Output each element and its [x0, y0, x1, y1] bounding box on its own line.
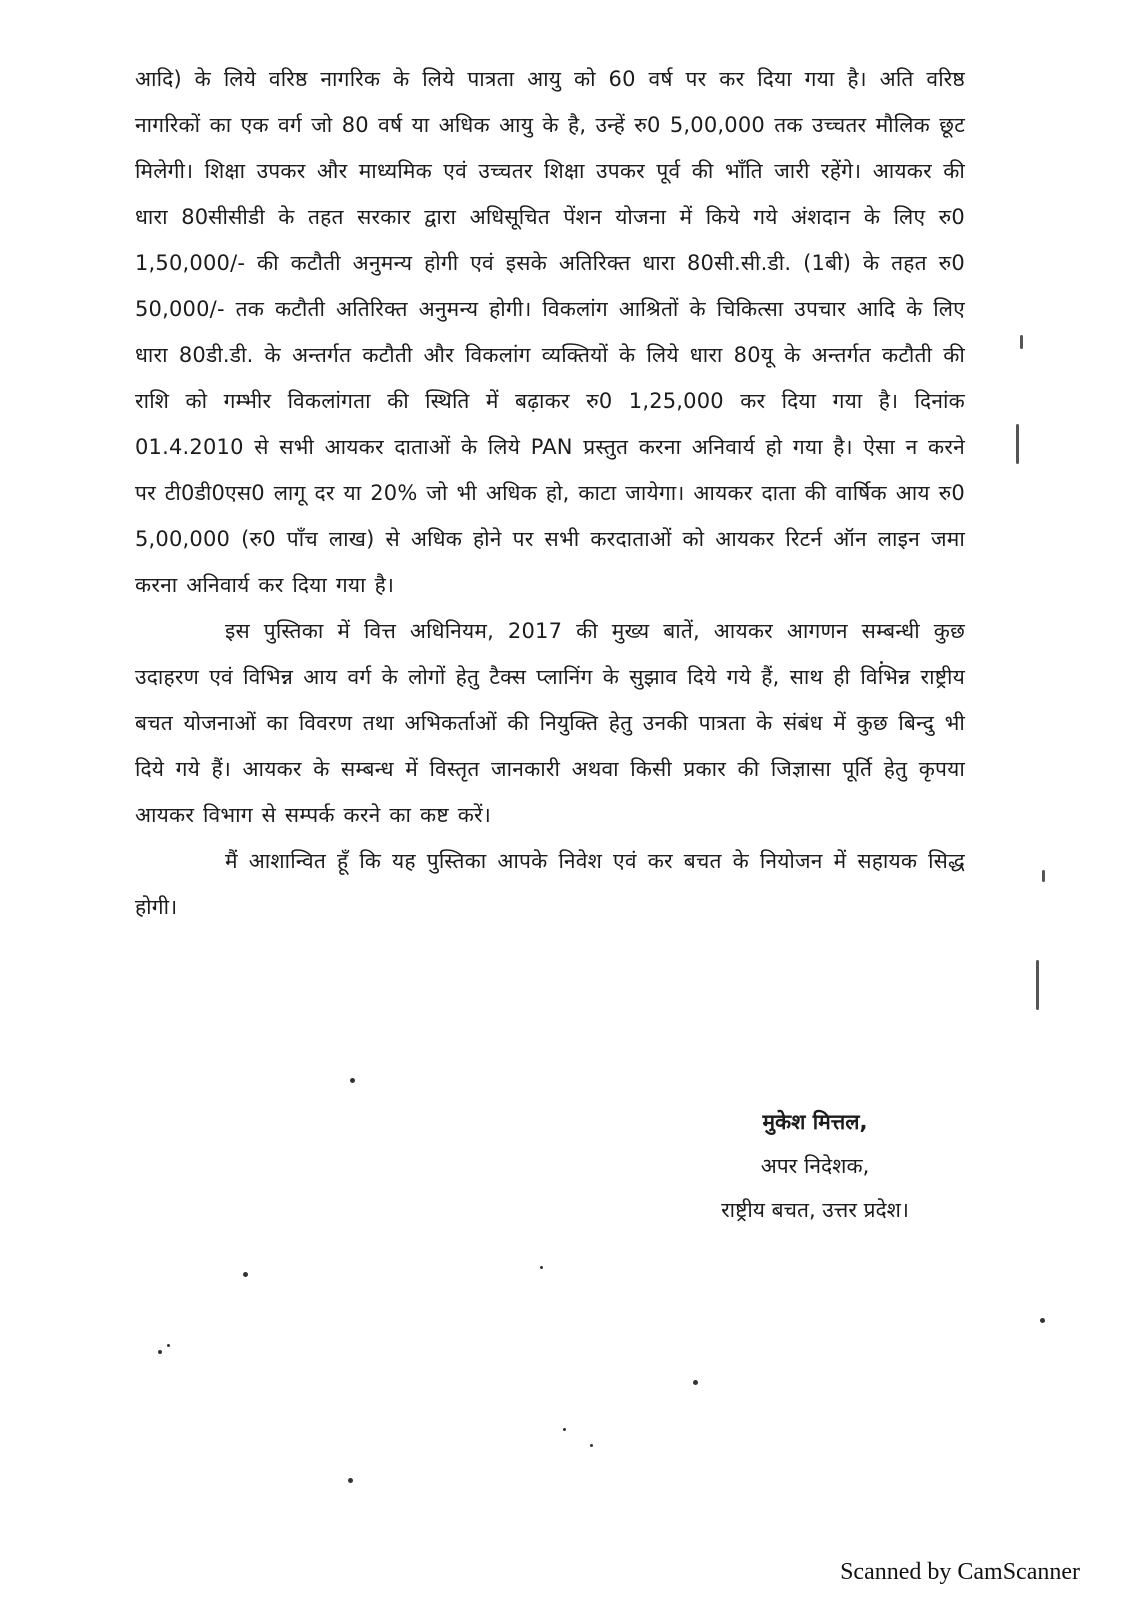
signatory-designation: अपर निदेशक, [760, 1154, 870, 1178]
scan-speck [693, 1380, 698, 1385]
scan-speck [880, 661, 883, 664]
scan-speck [350, 1078, 355, 1083]
scan-speck [158, 1350, 162, 1354]
scan-edge-mark [1036, 960, 1039, 1010]
scan-speck [563, 1428, 566, 1431]
paragraph-booklet-contents: इस पुस्तिका में वित्त अधिनियम, 2017 की मुख्य बातें, आयकर आगणन सम्बन्धी कुछ उदाहरण एवं विभिन्न आय वर्ग के लोगों हेतु टैक्स प्लानिंग के सुझाव दिये गये हैं, साथ ही विभिन्न राष्ट्रीय बचत योजनाओं का विवरण तथा अभिकर्ताओं की नियुक्ति हेतु उनकी पात्रता के संबंध में कुछ बिन्दु भी दिये गये हैं। आयकर के सम्बन्ध में विस्तृत जानकारी अथवा किसी प्रकार की जिज्ञासा पूर्ति हेतु कृपया आयकर विभाग से सम्पर्क करने का कष्ट करें। [135, 619, 965, 827]
scan-edge-mark [1020, 335, 1023, 349]
scan-speck [540, 1266, 543, 1269]
scan-edge-mark [1016, 424, 1019, 464]
scan-speck [243, 1272, 248, 1277]
document-body [135, 56, 965, 930]
scan-speck [590, 1444, 593, 1447]
signatory-office: राष्ट्रीय बचत, उत्तर प्रदेश। [721, 1198, 909, 1222]
scan-speck [1040, 1318, 1045, 1323]
scan-speck [167, 1344, 170, 1347]
scan-speck [348, 1478, 353, 1483]
paragraph-closing-hope: मैं आशान्वित हूँ कि यह पुस्तिका आपके निवेश एवं कर बचत के नियोजन में सहायक सिद्ध होगी। [135, 849, 965, 919]
paragraph-tax-provisions: आदि) के लिये वरिष्ठ नागरिक के लिये पात्रता आयु को 60 वर्ष पर कर दिया गया है। अति वरिष्ठ नागरिकों का एक वर्ग जो 80 वर्ष या अधिक आयु के है, उन्हें रु0 5,00,000 तक उच्चतर मौलिक छूट मिलेगी। शिक्षा उपकर और माध्यमिक एवं उच्चतर शिक्षा उपकर पूर्व की भाँति जारी रहेंगे। आयकर की धारा 80सीसीडी के तहत सरकार द्वारा अधिसूचित पेंशन योजना में किये गये अंशदान के लिए रु0 1,50,000/- की कटौती अनुमन्य होगी एवं इसके अतिरिक्त धारा 80सी.सी.डी. (1बी) के तहत रु0 50,000/- तक कटौती अतिरिक्त अनुमन्य होगी। विकलांग आश्रितों के चिकित्सा उपचार आदि के लिए धारा 80डी.डी. के अन्तर्गत कटौती और विकलांग व्यक्तियों के लिये धारा 80यू के अन्तर्गत कटौती की राशि को गम्भीर विकलांगता की स्थिति में बढ़ाकर रु0 1,25,000 कर दिया गया है। दिनांक 01.4.2010 से सभी आयकर दाताओं के लिये PAN प्रस्तुत करना अनिवार्य हो गया है। ऐसा न करने पर टी0डी0एस0 लागू दर या 20% जो भी अधिक हो, काटा जायेगा। आयकर दाता की वार्षिक आय रु0 5,00,000 (रु0 पाँच लाख) से अधिक होने पर सभी करदाताओं को आयकर रिटर्न ऑन लाइन जमा करना अनिवार्य कर दिया गया है। [135, 67, 965, 597]
signatory-name: मुकेश मित्तल, [762, 1110, 868, 1134]
signature-block [665, 1100, 965, 1232]
scanner-watermark: Scanned by CamScanner [840, 1559, 1080, 1585]
scan-edge-mark [1042, 870, 1045, 882]
